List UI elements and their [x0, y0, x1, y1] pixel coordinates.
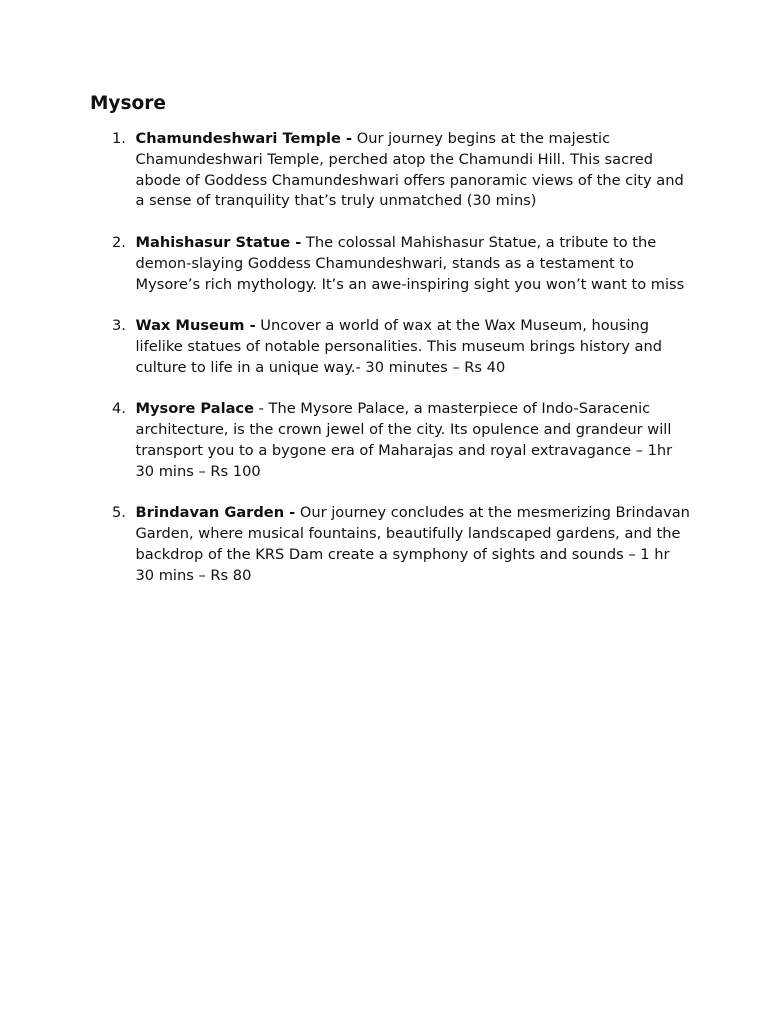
list-item-description: Uncover a world of wax at the Wax Museum, housing lifelike statues of notable personalities. This museum brings history and culture to life in a unique way.- 30 minutes – Rs 40: [135, 317, 663, 376]
list-item-number: 3.: [112, 317, 126, 335]
list-item-description: - The Mysore Palace, a masterpiece of Indo-Saracenic architecture, is the crown jewel of the city. Its opulence and grandeur will transport you to a bygone era of Maharajas and royal extravagance – 1hr 30 mins – Rs 100: [135, 400, 673, 480]
list-item: [90, 233, 690, 295]
list-item-description: The colossal Mahishasur Statue, a tribute to the demon-slaying Goddess Chamundeshwari, stands as a testament to Mysore’s rich mythology. It’s an awe-inspiring sight you won’t want to miss: [135, 233, 685, 293]
list-item-name: Chamundeshwari Temple -: [135, 130, 353, 147]
list-item-description: Our journey begins at the majestic Chamundeshwari Temple, perched atop the Chamundi Hill. This sacred abode of Goddess Chamundeshwari offers panoramic views of the city and a sense of tranquility that’s truly unmatched (30 mins): [135, 130, 684, 210]
attractions-list: [90, 129, 690, 607]
list-item: [90, 316, 690, 378]
list-item-number: 5.: [112, 504, 126, 522]
list-item-number: 4.: [112, 400, 126, 418]
list-item-description: Our journey concludes at the mesmerizing Brindavan Garden, where musical fountains, beautifully landscaped gardens, and the backdrop of the KRS Dam create a symphony of sights and sounds – 1 hr 30 mins – Rs 80: [135, 504, 690, 584]
list-item: [90, 399, 690, 482]
list-item: [90, 503, 690, 586]
list-item-name: Mahishasur Statue -: [135, 233, 302, 251]
list-item-name: Wax Museum -: [135, 317, 256, 335]
list-item-number: 2.: [112, 233, 126, 251]
list-item-name: Brindavan Garden -: [135, 504, 296, 522]
list-item-number: 1.: [112, 130, 126, 147]
list-item-name: Mysore Palace: [135, 400, 254, 418]
page-title: Mysore: [90, 93, 166, 114]
list-item: [90, 129, 690, 212]
